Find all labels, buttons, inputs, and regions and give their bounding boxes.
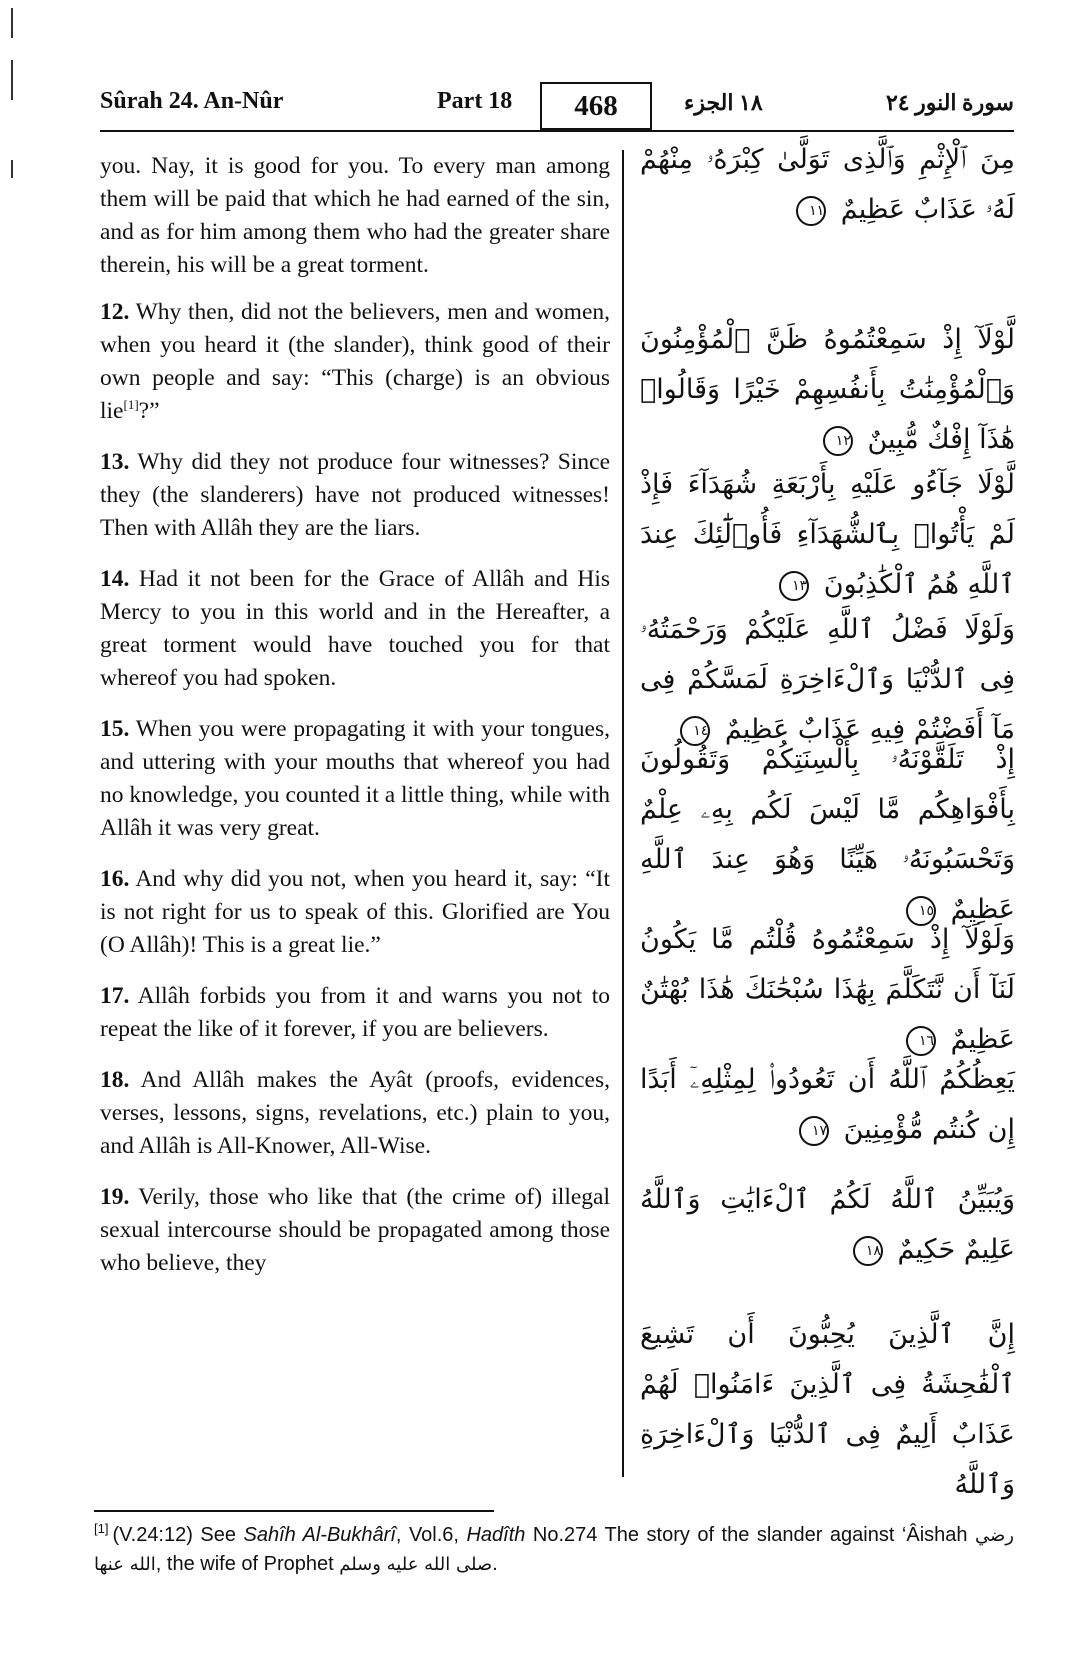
arabic-verse-12 (640, 315, 1015, 465)
verse-text: you. Nay, it is good for you. To every man among them will be paid that which he had earned of the sin, and as for him among them who had the greater share therein, his will be a great torment. (100, 153, 610, 278)
page-number: 468 (574, 90, 618, 122)
verse-12 (100, 296, 610, 428)
ayah-marker: ١٢ (823, 426, 853, 456)
verse-17 (100, 980, 610, 1046)
verse-text: When you were propagating it with your tongues, and uttering with your mouths that whereof you had no knowledge, you counted it a little thing, while with Allâh it was very great. (100, 716, 610, 841)
ayah-marker: ١٥ (906, 896, 936, 926)
verse-text: Why did they not produce four witnesses? Since they (the slanderers) have not produced witnesses! Then with Allâh they are the liars. (100, 449, 610, 541)
surah-title-ar: سورة النور ٢٤ (885, 90, 1014, 115)
verse-number: 16. (100, 866, 130, 892)
surah-title-en: Sûrah 24. An-Nûr (100, 88, 284, 114)
footnote-text: (V.24:12) See (112, 1524, 244, 1546)
arabic-verse-14 (640, 605, 1015, 755)
ayah-marker: ١٨ (853, 1236, 883, 1266)
footnote-hadith-word: Hadîth (466, 1524, 526, 1546)
verse-number: 14. (100, 566, 130, 592)
footnote-text: , Vol.6, (395, 1524, 467, 1546)
margin-mark (11, 160, 13, 178)
footnote-text: No.274 The story of the slander against ‘Âishah (525, 1524, 976, 1546)
arabic-verse-18 (640, 1175, 1015, 1275)
verse-16 (100, 863, 610, 962)
verse-text: And why did you not, when you heard it, say: “It is not right for us to speak of this. Glorified are You (O Allâh)! This is a great lie.” (100, 866, 610, 958)
arabic-verse-15 (640, 735, 1015, 935)
footnote (94, 1521, 1014, 1579)
honorific-ar: صلى الله عليه وسلم (339, 1554, 493, 1575)
arabic-text: وَلَوْلَا فَضْلُ ٱللَّهِ عَلَيْكُمْ وَرَحْمَتُهُۥ فِى ٱلدُّنْيَا وَٱلْءَاخِرَةِ لَمَسَّكُمْ فِى مَآ أَفَضْتُمْ فِيهِ عَذَابٌ عَظِيمٌ (640, 614, 1015, 745)
arabic-verse-19 (640, 1310, 1015, 1510)
honorific-ar: رضي الله عنها (94, 1525, 1014, 1575)
margin-mark (11, 60, 13, 100)
arabic-text: يَعِظُكُمُ ٱللَّهُ أَن تَعُودُوا۟ لِمِثْلِهِۦٓ أَبَدًا إِن كُنتُم مُّؤْمِنِينَ (640, 1064, 1015, 1145)
verse-text: Had it not been for the Grace of Allâh and His Mercy to you in this world and in the Hereafter, a great torment would have touched you for that whereof you had spoken. (100, 566, 610, 691)
verse-text: And Allâh makes the Ayât (proofs, evidences, verses, lessons, signs, revelations, etc.) plain to you, and Allâh is All-Knower, All-Wise. (100, 1067, 610, 1159)
verse-15 (100, 713, 610, 845)
arabic-text: وَلَوْلَآ إِذْ سَمِعْتُمُوهُ قُلْتُم مَّا يَكُونُ لَنَآ أَن نَّتَكَلَّمَ بِهَٰذَا سُبْحَٰنَكَ هَٰذَا بُهْتَٰنٌ عَظِيمٌ (640, 924, 1015, 1055)
ayah-marker: ١١ (796, 196, 826, 226)
ayah-marker: ١٦ (906, 1026, 936, 1056)
verse-18 (100, 1064, 610, 1163)
verse-number: 17. (100, 983, 130, 1009)
footnote-ref: [1] (94, 1521, 109, 1537)
verse-number: 19. (100, 1184, 130, 1210)
verse-19 (100, 1181, 610, 1280)
verse-text: Verily, those who like that (the crime of) illegal sexual intercourse should be propagated among those who believe, they (100, 1184, 610, 1276)
ayah-marker: ١٤ (680, 716, 710, 746)
arabic-verse-13 (640, 460, 1015, 610)
arabic-verse-11 (640, 135, 1015, 235)
footnote-text: . (492, 1553, 498, 1575)
column-divider (622, 150, 624, 1477)
ayah-marker: ١٧ (799, 1116, 829, 1146)
footnote-text: , the wife of Prophet (155, 1553, 340, 1575)
arabic-text: لَّوْلَا جَآءُو عَلَيْهِ بِأَرْبَعَةِ شُهَدَآءَ فَإِذْ لَمْ يَأْتُوا۟ بِٱلشُّهَدَآءِ فَأُو۟لَٰٓئِكَ عِندَ ٱللَّهِ هُمُ ٱلْكَٰذِبُونَ (640, 469, 1015, 600)
verse-number: 18. (100, 1067, 130, 1093)
header-rule (100, 130, 1014, 132)
arabic-text: إِذْ تَلَقَّوْنَهُۥ بِأَلْسِنَتِكُمْ وَتَقُولُونَ بِأَفْوَاهِكُم مَّا لَيْسَ لَكُم بِهِۦ عِلْمٌ وَتَحْسَبُونَهُۥ هَيِّنًا وَهُوَ عِندَ ٱللَّهِ عَظِيمٌ (640, 744, 1015, 925)
arabic-text: لَّوْلَآ إِذْ سَمِعْتُمُوهُ ظَنَّ ٱلْمُؤْمِنُونَ وَٱلْمُؤْمِنَٰتُ بِأَنفُسِهِمْ خَيْرًا وَقَالُوا۟ هَٰذَآ إِفْكٌ مُّبِينٌ (640, 324, 1015, 455)
arabic-text: مِنَ ٱلْإِثْمِ وَٱلَّذِى تَوَلَّىٰ كِبْرَهُۥ مِنْهُمْ لَهُۥ عَذَابٌ عَظِيمٌ (640, 144, 1015, 225)
verse-text: Why then, did not the believers, men and women, when you heard it (the slander), think good of their own people and say: “This (charge) is an obvious lie (100, 299, 610, 424)
arabic-text: إِنَّ ٱلَّذِينَ يُحِبُّونَ أَن تَشِيعَ ٱلْفَٰحِشَةُ فِى ٱلَّذِينَ ءَامَنُوا۟ لَهُمْ عَذَابٌ أَلِيمٌ فِى ٱلدُّنْيَا وَٱلْءَاخِرَةِ وَٱللَّهُ (640, 1319, 1015, 1500)
footnote-rule (94, 1510, 494, 1512)
margin-mark (11, 8, 13, 38)
ayah-marker: ١٣ (779, 571, 809, 601)
part-label-en: Part 18 (437, 88, 513, 114)
arabic-verse-16 (640, 915, 1015, 1065)
verse-number: 12. (100, 299, 130, 325)
part-label-ar: ١٨ الجزء (684, 90, 763, 115)
verse-number: 15. (100, 716, 130, 742)
arabic-verse-17 (640, 1055, 1015, 1155)
page-number-box (540, 82, 652, 130)
verse-text-end: ?” (138, 398, 160, 424)
english-translation-column (100, 150, 610, 1298)
verse-number: 13. (100, 449, 130, 475)
verse-14 (100, 563, 610, 695)
verse-text: Allâh forbids you from it and warns you not to repeat the like of it forever, if you are believers. (100, 983, 610, 1042)
footnote-marker[interactable]: [1] (123, 397, 139, 413)
verse-13 (100, 446, 610, 545)
verse-continuation (100, 150, 610, 282)
footnote-book-title: Sahîh Al-Bukhârî (243, 1524, 396, 1546)
page-header (100, 82, 1014, 132)
arabic-text: وَيُبَيِّنُ ٱللَّهُ لَكُمُ ٱلْءَايَٰتِ وَٱللَّهُ عَلِيمٌ حَكِيمٌ (640, 1184, 1015, 1265)
